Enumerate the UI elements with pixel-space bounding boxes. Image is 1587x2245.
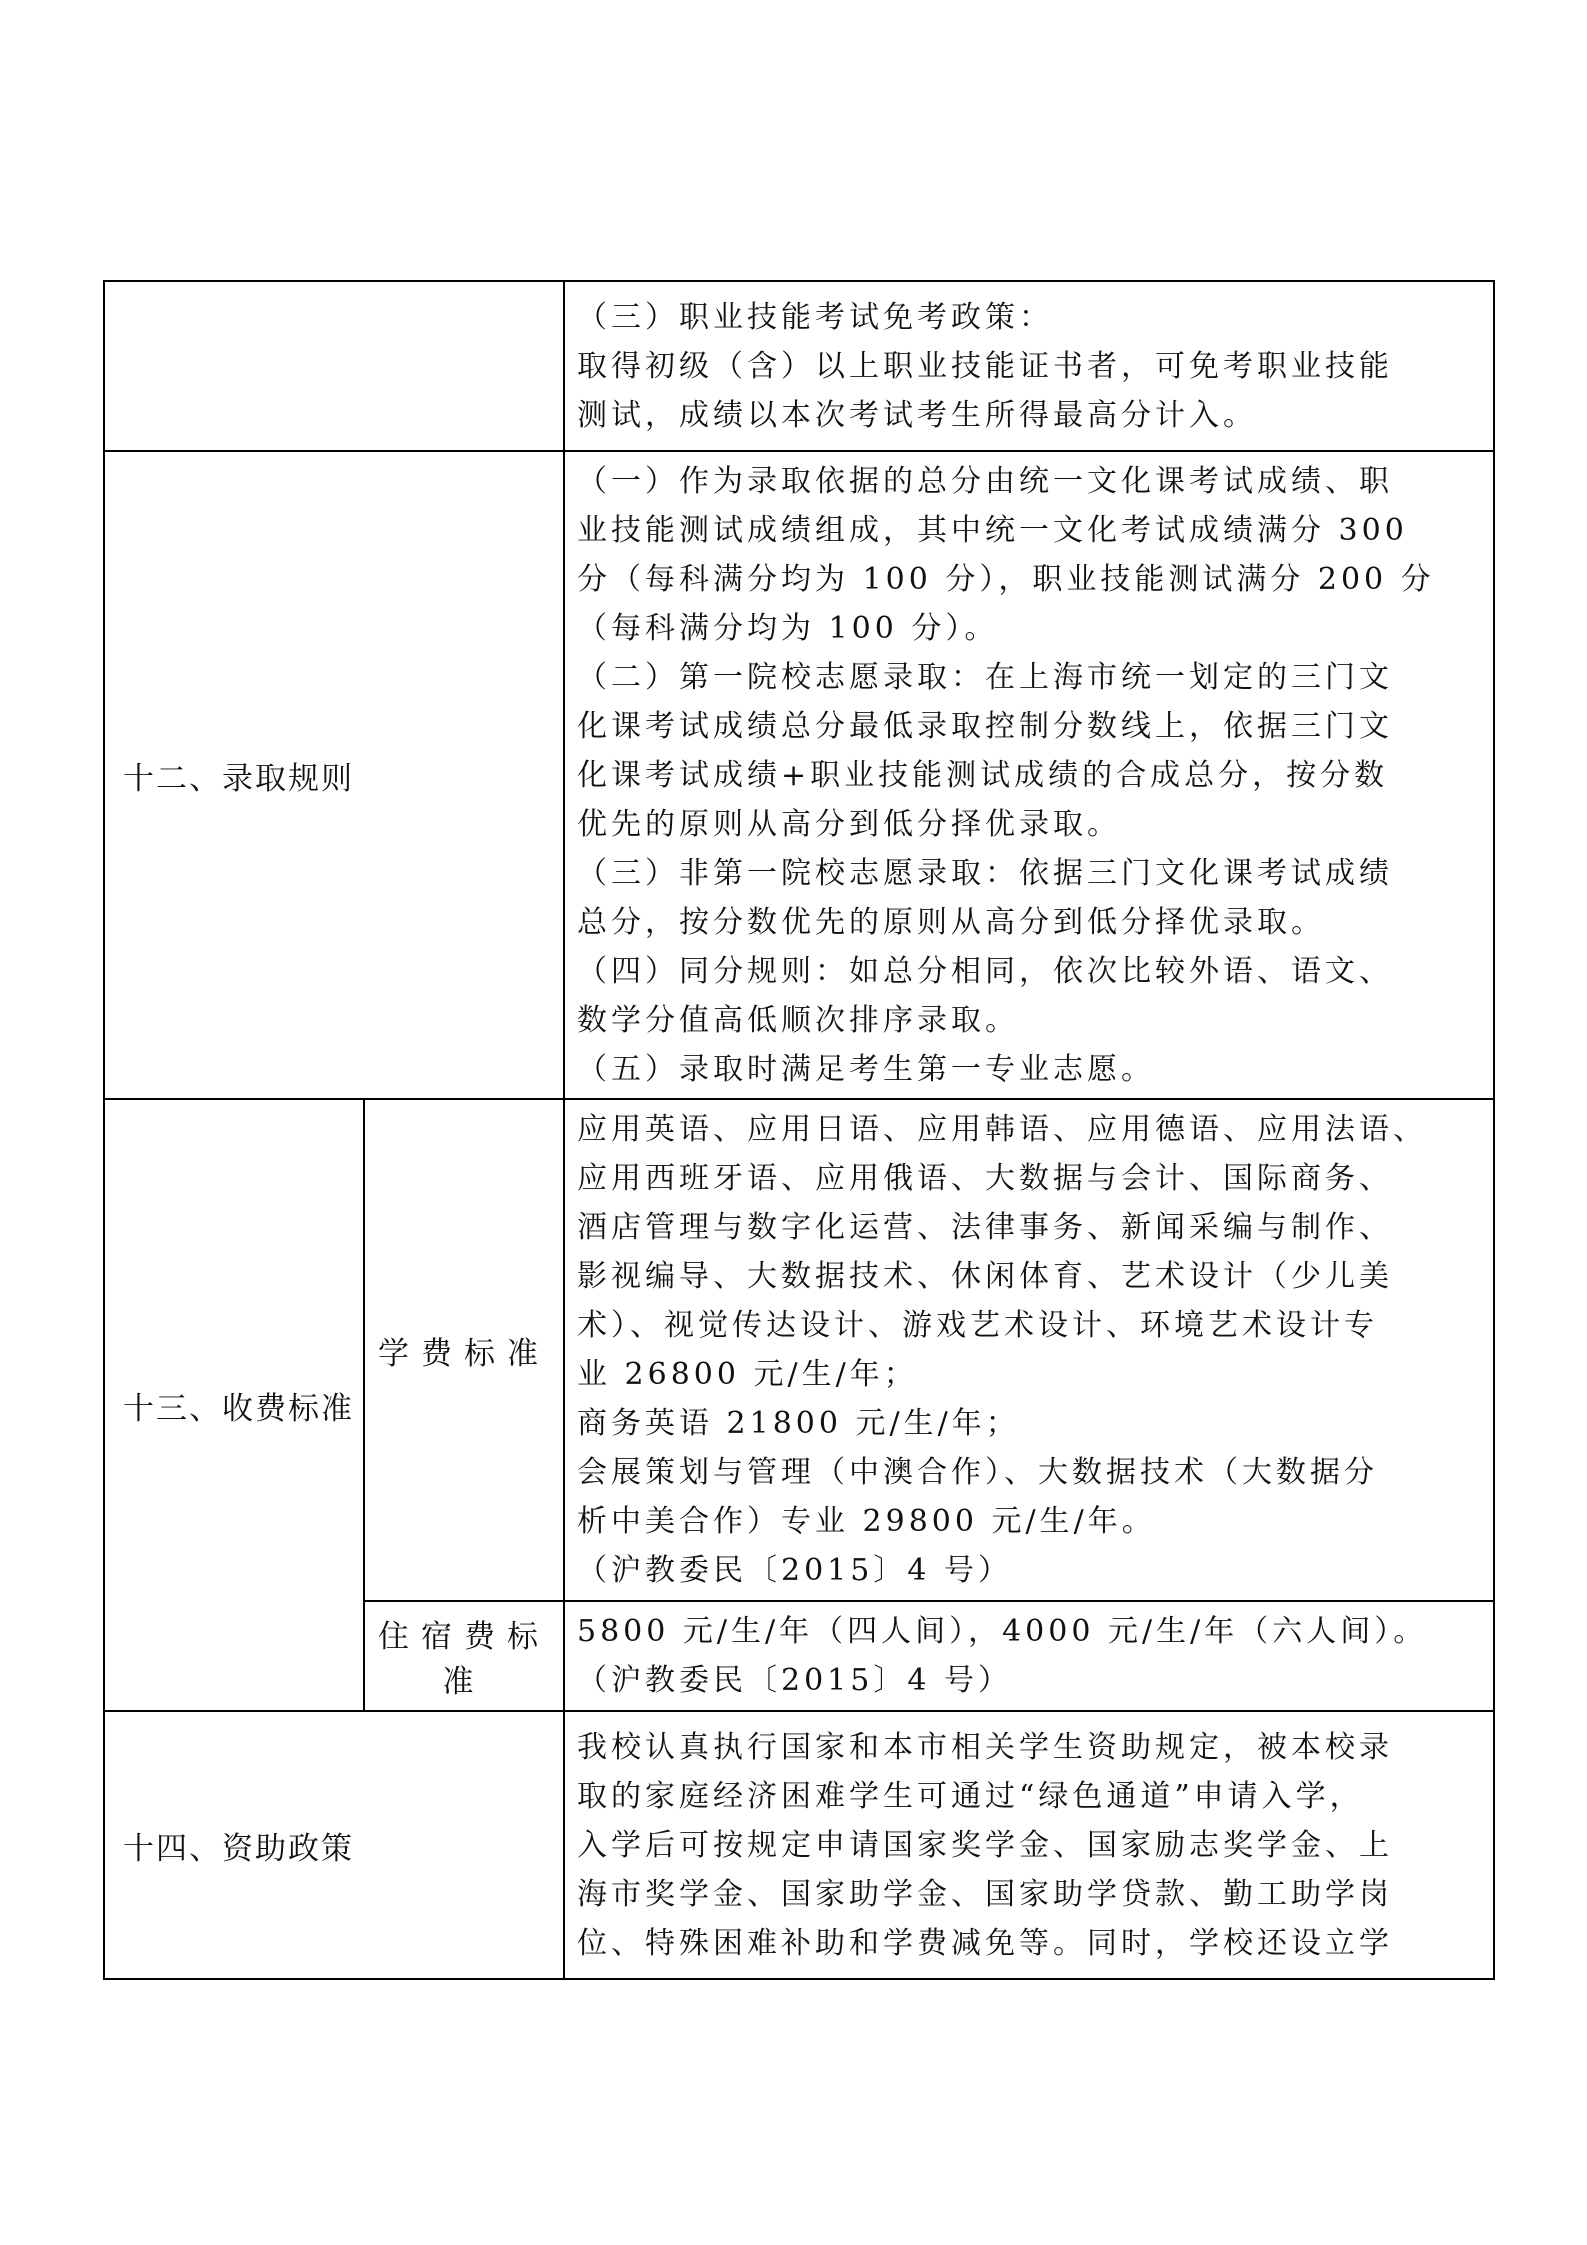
content-line: 取得初级（含）以上职业技能证书者，可免考职业技能 (577, 348, 1393, 384)
content-line: （三）非第一院校志愿录取：依据三门文化课考试成绩 (577, 855, 1393, 891)
content-line: 优先的原则从高分到低分择优录取。 (577, 806, 1121, 842)
content-line: （一）作为录取依据的总分由统一文化课考试成绩、职 (577, 463, 1393, 499)
lodging-content (564, 1601, 1494, 1711)
content-line: 酒店管理与数字化运营、法律事务、新闻采编与制作、 (577, 1210, 1393, 1245)
content-line: 析中美合作）专业 29800 元/生/年。 (577, 1504, 1156, 1539)
table-row (104, 451, 1494, 1099)
table-row (104, 1711, 1494, 1979)
tuition-content (564, 1099, 1494, 1601)
content-line: 数学分值高低顺次排序录取。 (577, 1002, 1019, 1038)
financial-aid-content (564, 1711, 1494, 1979)
content-line: （二）第一院校志愿录取：在上海市统一划定的三门文 (577, 659, 1393, 695)
content-line: （沪教委民〔2015〕4 号） (577, 1553, 1012, 1588)
lodging-label: 住宿费标准 (364, 1601, 564, 1711)
content-line: 我校认真执行国家和本市相关学生资助规定，被本校录 (577, 1729, 1393, 1765)
content-line: （五）录取时满足考生第一专业志愿。 (577, 1051, 1155, 1087)
section-label-fees: 十三、收费标准 (104, 1099, 364, 1711)
content-line: 应用英语、应用日语、应用韩语、应用德语、应用法语、 (577, 1112, 1427, 1147)
content-line: 会展策划与管理（中澳合作）、大数据技术（大数据分 (577, 1455, 1378, 1490)
content-line: 影视编导、大数据技术、休闲体育、艺术设计（少儿美 (577, 1259, 1393, 1294)
content-line: 化课考试成绩总分最低录取控制分数线上，依据三门文 (577, 708, 1393, 744)
exemption-policy-content (564, 281, 1494, 451)
content-line: 位、特殊困难补助和学费减免等。同时，学校还设立学 (577, 1925, 1393, 1961)
tuition-label: 学费标准 (364, 1099, 564, 1601)
content-line: 业技能测试成绩组成，其中统一文化考试成绩满分 300 (577, 512, 1408, 548)
table-row (104, 1099, 1494, 1601)
content-line: 入学后可按规定申请国家奖学金、国家励志奖学金、上 (577, 1827, 1393, 1863)
content-line: （沪教委民〔2015〕4 号） (577, 1663, 1012, 1698)
content-line: 化课考试成绩+职业技能测试成绩的合成总分，按分数 (577, 757, 1389, 793)
admission-info-table (103, 280, 1495, 1980)
content-line: 海市奖学金、国家助学金、国家助学贷款、勤工助学岗 (577, 1876, 1393, 1912)
content-line: 术）、视觉传达设计、游戏艺术设计、环境艺术设计专 (577, 1308, 1378, 1343)
section-label-admission-rules: 十二、录取规则 (104, 451, 564, 1099)
content-line: 5800 元/生/年（四人间），4000 元/生/年（六人间）。 (577, 1614, 1428, 1649)
content-line: （每科满分均为 100 分）。 (577, 610, 999, 646)
content-line: 业 26800 元/生/年； (577, 1357, 918, 1392)
content-line: 测试，成绩以本次考试考生所得最高分计入。 (577, 397, 1257, 433)
section-label-financial-aid: 十四、资助政策 (104, 1711, 564, 1979)
content-line: 商务英语 21800 元/生/年； (577, 1406, 1020, 1441)
content-line: 应用西班牙语、应用俄语、大数据与会计、国际商务、 (577, 1161, 1393, 1196)
content-line: 取的家庭经济困难学生可通过“绿色通道”申请入学， (577, 1778, 1364, 1814)
content-line: 总分，按分数优先的原则从高分到低分择优录取。 (577, 904, 1325, 940)
admission-rules-content (564, 451, 1494, 1099)
content-line: （三）职业技能考试免考政策： (577, 299, 1053, 335)
table-row (104, 281, 1494, 451)
content-line: 分（每科满分均为 100 分），职业技能测试满分 200 分 (577, 561, 1435, 597)
section-label-empty (104, 281, 564, 451)
content-line: （四）同分规则：如总分相同，依次比较外语、语文、 (577, 953, 1393, 989)
